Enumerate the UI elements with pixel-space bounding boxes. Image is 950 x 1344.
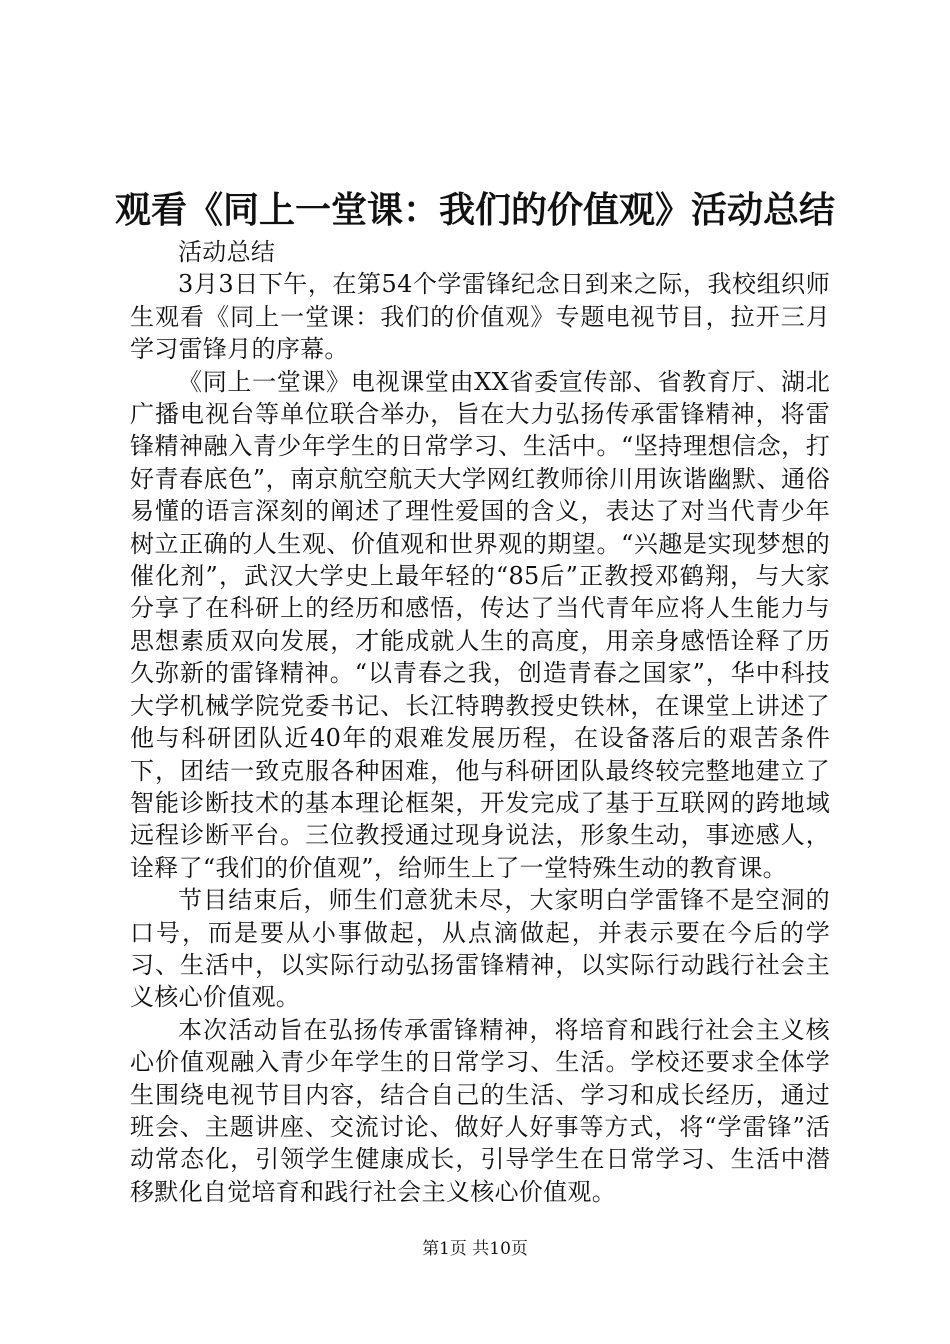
document-body xyxy=(130,236,830,1208)
paragraph-after-program: 节目结束后，师生们意犹未尽，大家明白学雷锋不是空洞的口号，而是要从小事做起，从点滴做起，并表示要在今后的学习、生活中，以实际行动弘扬雷锋精神，以实际行动践行社会主义核心价值观。 xyxy=(130,886,830,1012)
page-indicator: 第1页 共10页 xyxy=(422,1239,528,1259)
document-title: 观看《同上一堂课：我们的价值观》活动总结 xyxy=(114,189,835,231)
paragraph-conclusion: 本次活动旨在弘扬传承雷锋精神，将培育和践行社会主义核心价值观融入青少年学生的日常学习、生活。学校还要求全体学生围绕电视节目内容，结合自己的生活、学习和成长经历，通过班会、主题讲座、交流讨论、做好人好事等方式，将“学雷锋”活动常态化，引领学生健康成长，引导学生在日常学习、生活中潜移默化自觉培育和践行社会主义核心价值观。 xyxy=(130,1015,830,1206)
paragraph-intro: 3月3日下午，在第54个学雷锋纪念日到来之际，我校组织师生观看《同上一堂课：我们的价值观》专题电视节目，拉开三月学习雷锋月的序幕。 xyxy=(130,270,830,364)
section-heading: 活动总结 xyxy=(178,238,276,266)
paragraph-program: 《同上一堂课》电视课堂由XX省委宣传部、省教育厅、湖北广播电视台等单位联合举办，旨在大力弘扬传承雷锋精神，将雷锋精神融入青少年学生的日常学习、生活中。“坚持理想信念，打好青春底色”，南京航空航天大学网红教师徐川用诙谐幽默、通俗易懂的语言深刻的阐述了理性爱国的含义，表达了对当代青少年树立正确的人生观、价值观和世界观的期望。“兴趣是实现梦想的催化剂”，武汉大学史上最年轻的“85后”正教授邓鹤翔，与大家分享了在科研上的经历和感悟，传达了当代青年应将人生能力与思想素质双向发展，才能成就人生的高度，用亲身感悟诠释了历久弥新的雷锋精神。“以青春之我，创造青春之国家”，华中科技大学机械学院党委书记、长江特聘教授史铁林，在课堂上讲述了他与科研团队近40年的艰难发展历程，在设备落后的艰苦条件下，团结一致克服各种困难，他与科研团队最终较完整地建立了智能诊断技术的基本理论框架，开发完成了基于互联网的跨地域远程诊断平台。三位教授通过现身说法，形象生动，事迹感人，诠释了“我们的价值观”，给师生上了一堂特殊生动的教育课。 xyxy=(130,367,830,882)
